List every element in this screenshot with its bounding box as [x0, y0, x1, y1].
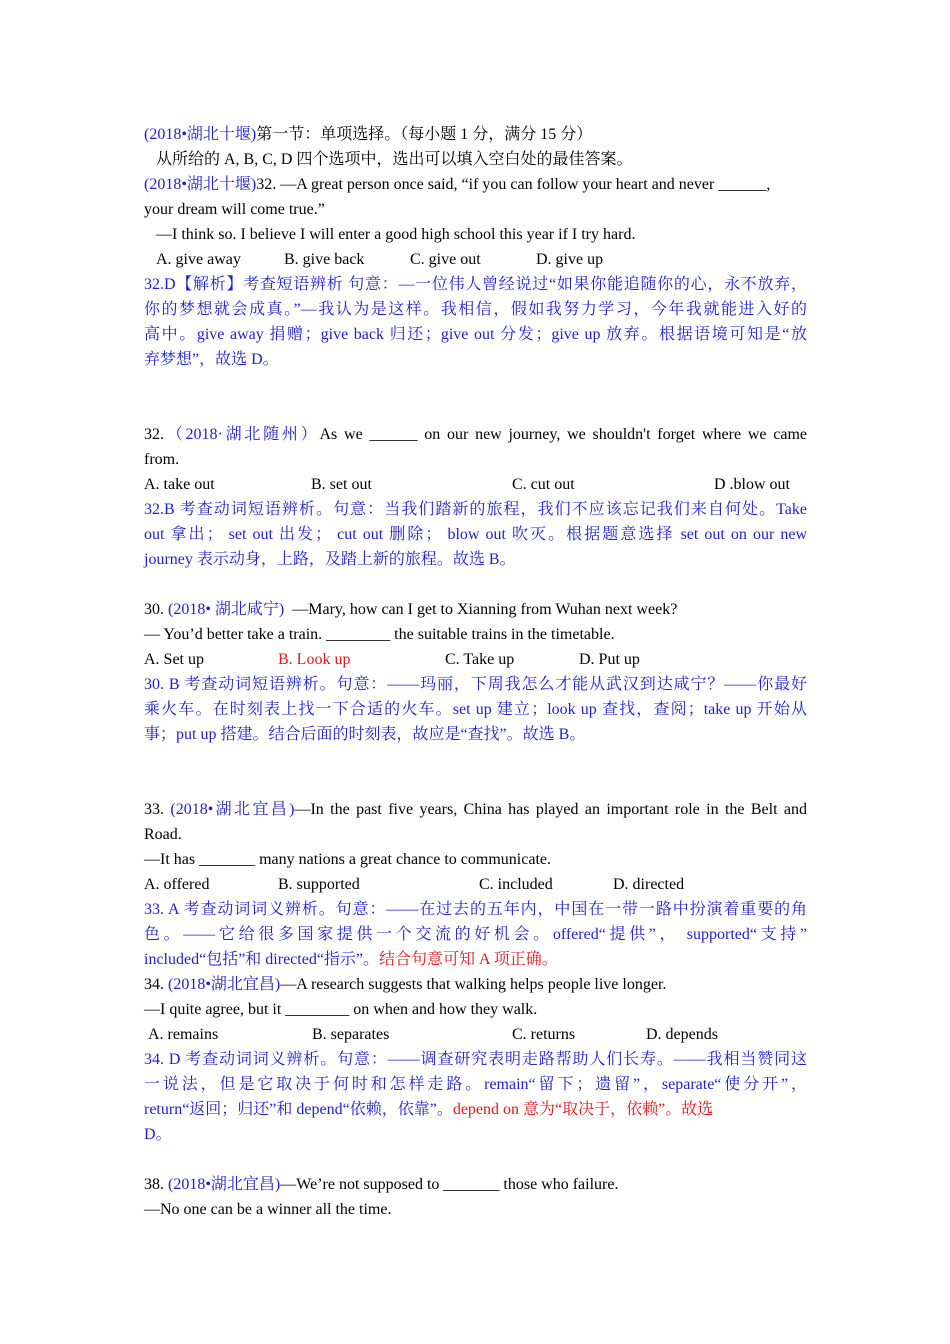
option-c: C. included	[479, 876, 553, 893]
question-number: 30.	[144, 601, 164, 618]
question-stem	[144, 172, 807, 197]
option-b: B. separates	[312, 1026, 390, 1043]
source-tag: (2018•湖北宜昌)	[170, 801, 295, 818]
source-tag: （2018·湖北随州）	[164, 426, 320, 443]
section-instruction: 第一节：单项选择。（每小题 1 分，满分 15 分）	[256, 126, 593, 143]
options-row	[144, 647, 807, 672]
question-text: —A research suggests that walking helps people live longer.	[280, 976, 667, 993]
answer-conclusion: depend on 意为“取决于，依赖”。故选	[452, 1101, 714, 1118]
answer-explanation: 你的梦想就会成真。”—我认为是这样。我相信，假如我努力学习，今年我就能进入好的	[144, 301, 807, 318]
question-text: —We’re not supposed to _______ those who failure.	[280, 1176, 619, 1193]
option-b: B. Look up	[278, 651, 351, 668]
directions: 从所给的 A, B, C, D 四个选项中，选出可以填入空白处的最佳答案。	[156, 151, 633, 168]
source-tag: (2018•湖北宜昌)	[168, 976, 281, 993]
option-c: C. returns	[512, 1026, 576, 1043]
option-a: A. remains	[148, 1026, 219, 1043]
answer-explanation: 高中。give away 捐赠；give back 归还；give out 分发；give up 放弃。根据语境可知是“放	[144, 326, 807, 343]
answer-explanation: 事；put up 搭建。结合后面的时刻表，故应是“查找”。故选 B。	[144, 726, 586, 743]
option-d: D. give up	[536, 251, 604, 268]
options-row	[144, 247, 807, 272]
answer-explanation: 色。——它给很多国家提供一个交流的好机会。offered“提供”， supported“支持”	[144, 926, 807, 943]
option-a: A. Set up	[144, 651, 204, 668]
question-reply: —It has _______ many nations a great chance to communicate.	[144, 851, 551, 868]
answer-explanation: 34. D 考查动词词义辨析。句意：——调查研究表明走路帮助人们长寿。——我相当赞同这	[144, 1051, 807, 1068]
question-text: 32. —A great person once said, “if you can follow your heart and never ______,	[256, 176, 771, 193]
option-c: C. cut out	[512, 476, 575, 493]
answer-explanation: 32.D【解析】考查短语辨析 句意：—一位伟人曾经说过“如果你能追随你的心，永不放弃，	[144, 276, 807, 293]
question-stem	[144, 972, 807, 997]
option-d: D. Put up	[579, 651, 640, 668]
answer-explanation	[144, 947, 807, 972]
option-a: A. give away	[156, 251, 241, 268]
option-d: D. depends	[646, 1026, 718, 1043]
answer-text: return“返回；归还”和 depend“依赖，依靠”。	[144, 1101, 453, 1118]
option-d: D. directed	[613, 876, 685, 893]
answer-explanation: D。	[144, 1126, 172, 1143]
answer-explanation: 乘火车。在时刻表上找一下合适的火车。set up 建立；look up 查找，查阅；take up 开始从	[144, 701, 807, 718]
option-a: A. offered	[144, 876, 210, 893]
question-stem	[144, 597, 807, 622]
question-stem	[144, 1172, 807, 1197]
source-tag: (2018•湖北十堰)	[144, 176, 257, 193]
answer-conclusion: 结合句意可知 A 项正确。	[379, 951, 558, 968]
question-reply: —No one can be a winner all the time.	[144, 1201, 392, 1218]
question-text: your dream will come true.”	[144, 201, 325, 218]
question-text: from.	[144, 451, 180, 468]
answer-explanation: 32.B 考查动词短语辨析。句意：当我们踏新的旅程，我们不应该忘记我们来自何处。Take	[144, 501, 807, 518]
source-tag: (2018•湖北宜昌)	[168, 1176, 281, 1193]
question-reply: —I think so. I believe I will enter a good high school this year if I try hard.	[156, 226, 636, 243]
option-c: C. give out	[410, 251, 481, 268]
option-b: B. set out	[311, 476, 372, 493]
question-text: —In the past five years, China has played an important role in the Belt and	[294, 801, 808, 818]
question-stem	[144, 422, 807, 447]
document-page	[144, 122, 807, 1222]
option-a: A. take out	[144, 476, 215, 493]
answer-explanation: 33. A 考查动词词义辨析。句意：——在过去的五年内，中国在一带一路中扮演着重要的角	[144, 901, 807, 918]
option-b: B. supported	[278, 876, 360, 893]
options-row	[144, 472, 807, 497]
source-tag: (2018• 湖北咸宁)	[168, 601, 285, 618]
answer-explanation: 一说法，但是它取决于何时和怎样走路。remain“留下；遗留”，separate“使分开”，	[144, 1076, 807, 1093]
question-stem	[144, 797, 807, 822]
answer-explanation: journey 表示动身，上路，及踏上新的旅程。故选 B。	[144, 551, 516, 568]
question-text: Road.	[144, 826, 182, 843]
question-number: 38.	[144, 1176, 164, 1193]
source-tag: (2018•湖北十堰)	[144, 126, 257, 143]
answer-explanation: 弃梦想”，故选 D。	[144, 351, 279, 368]
question-reply: —I quite agree, but it ________ on when and how they walk.	[144, 1001, 538, 1018]
question-text: —Mary, how can I get to Xianning from Wuhan next week?	[292, 601, 678, 618]
options-row	[144, 1022, 807, 1047]
answer-text: included“包括”和 directed“指示”。	[144, 951, 380, 968]
question-number: 32.	[144, 426, 164, 443]
question-text: As we ______ on our new journey, we shouldn't forget where we came	[319, 426, 807, 443]
section-header	[144, 122, 807, 147]
answer-explanation: out 拿出； set out 出发； cut out 删除； blow out 吹灭。根据题意选择 set out on our new	[144, 526, 807, 543]
options-row	[144, 872, 807, 897]
option-c: C. Take up	[445, 651, 515, 668]
question-number: 33.	[144, 801, 164, 818]
option-d: D .blow out	[714, 476, 790, 493]
answer-explanation: 30. B 考查动词短语辨析。句意：——玛丽，下周我怎么才能从武汉到达咸宁？——你最好	[144, 676, 807, 693]
answer-explanation	[144, 1097, 807, 1122]
question-number: 34.	[144, 976, 164, 993]
question-text: — You’d better take a train. ________ the suitable trains in the timetable.	[144, 626, 615, 643]
option-b: B. give back	[284, 251, 365, 268]
